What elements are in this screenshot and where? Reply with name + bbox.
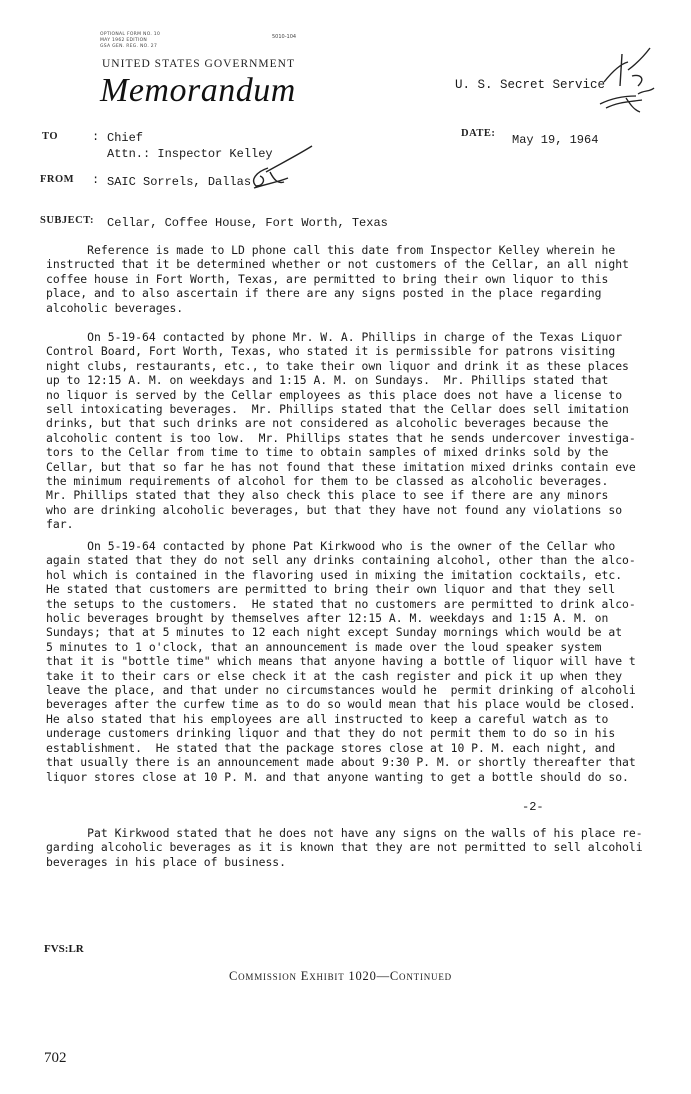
to-recipient: Chief <box>107 131 144 145</box>
government-line: UNITED STATES GOVERNMENT <box>102 58 296 70</box>
handwritten-signature <box>240 142 320 192</box>
form-id-line: MAY 1962 EDITION <box>100 38 148 43</box>
from-label: FROM <box>40 174 75 185</box>
typist-initials: FVS:LR <box>44 943 84 955</box>
form-code: 5010-104 <box>272 34 297 40</box>
subject-value: Cellar, Coffee House, Fort Worth, Texas <box>107 216 388 230</box>
agency-name: U. S. Secret Service <box>455 78 606 92</box>
subject-label: SUBJECT: <box>40 215 94 226</box>
from-colon: : <box>92 173 100 187</box>
date-value: May 19, 1964 <box>512 133 599 147</box>
to-attention: Attn.: Inspector Kelley <box>107 147 273 161</box>
body-paragraph: On 5-19-64 contacted by phone Pat Kirkwood who is the owner of the Cellar who again stated that they do not sell any drinks containing alcohol, other than the alco- hol which is contained in the flavoring used in mixing the imitation cocktails, etc. He stated that customers are permitted to bring their own liquor and that they sell the setups to the customers. He stated that no customers are permitted to drink alco- holic beverages brought by themselves after 12:15 A. M. weekdays and 1:15 A. M. on Sundays; that at 5 minutes to 12 each night except Sunday mornings which would be at 5 minutes to 1 o'clock, that an announcement is made over the loud speaker system that it is "bottle time" which means that anyone having a bottle of liquor will have t take it to their cars or else check it at the cash register and pick it up when they leave the place, and that under no circumstances would he permit drinking of alcoholi beverages after the curfew time as to do so would mean that his place would be closed. He also stated that his employees are all instructed to keep a careful watch as to underage customers drinking liquor and that they do not permit them to do so in his establishment. He stated that the package stores close at 10 P. M. each night, and that usually there is an announcement made about 9:30 P. M. or shortly thereafter that liquor stores close at 10 P. M. and that anyone wanting to get a bottle should do so. <box>46 539 636 784</box>
exhibit-caption: Commission Exhibit 1020—Continued <box>229 969 452 983</box>
to-colon: : <box>92 130 100 144</box>
to-label: TO <box>42 131 58 142</box>
from-value: SAIC Sorrels, Dallas <box>107 175 252 189</box>
page-marker: -2- <box>522 800 544 814</box>
date-label: DATE: <box>461 128 496 139</box>
page-number: 702 <box>44 1050 67 1066</box>
form-id-line: OPTIONAL FORM NO. 10 <box>100 32 161 37</box>
memorandum-title: Memorandum <box>100 72 296 109</box>
form-id-line: GSA GEN. REG. NO. 27 <box>100 44 158 49</box>
body-paragraph: On 5-19-64 contacted by phone Mr. W. A. Phillips in charge of the Texas Liquor Control Board, Fort Worth, Texas, who stated it is permissible for patrons visiting night clubs, restaurants, etc., to take their own liquor and drink it as these places up to 12:15 A. M. on weekdays and 1:15 A. M. on Sundays. Mr. Phillips stated that no liquor is served by the Cellar employees as this place does not have a license to sell intoxicating beverages. Mr. Phillips stated that the Cellar does sell imitation drinks, but that such drinks are not considered as alcoholic beverages because the alcoholic content is too low. Mr. Phillips states that he sends undercover investiga- tors to the Cellar from time to time to obtain samples of mixed drinks sold by the Cellar, but that so far he has not found that these imitation mixed drinks contain eve the minimum requirements of alcohol for them to be classed as alcoholic beverages. Mr. Phillips stated that they also check this place to see if there are any minors who are drinking alcoholic beverages, but that they have not found any violations so far. <box>46 330 636 532</box>
form-identifier <box>100 32 160 50</box>
body-paragraph: Reference is made to LD phone call this date from Inspector Kelley wherein he instructed that it be determined whether or not customers of the Cellar, an all night coffee house in Fort Worth, Texas, are permitted to bring their own liquor to this place, and to also ascertain if there are any signs posted in the place regarding alcoholic beverages. <box>46 243 629 315</box>
handwritten-initials-signature <box>598 42 658 122</box>
body-paragraph: Pat Kirkwood stated that he does not have any signs on the walls of his place re- garding alcoholic beverages as it is known that they are not permitted to sell alcoholi beverages in his place of business. <box>46 826 643 869</box>
